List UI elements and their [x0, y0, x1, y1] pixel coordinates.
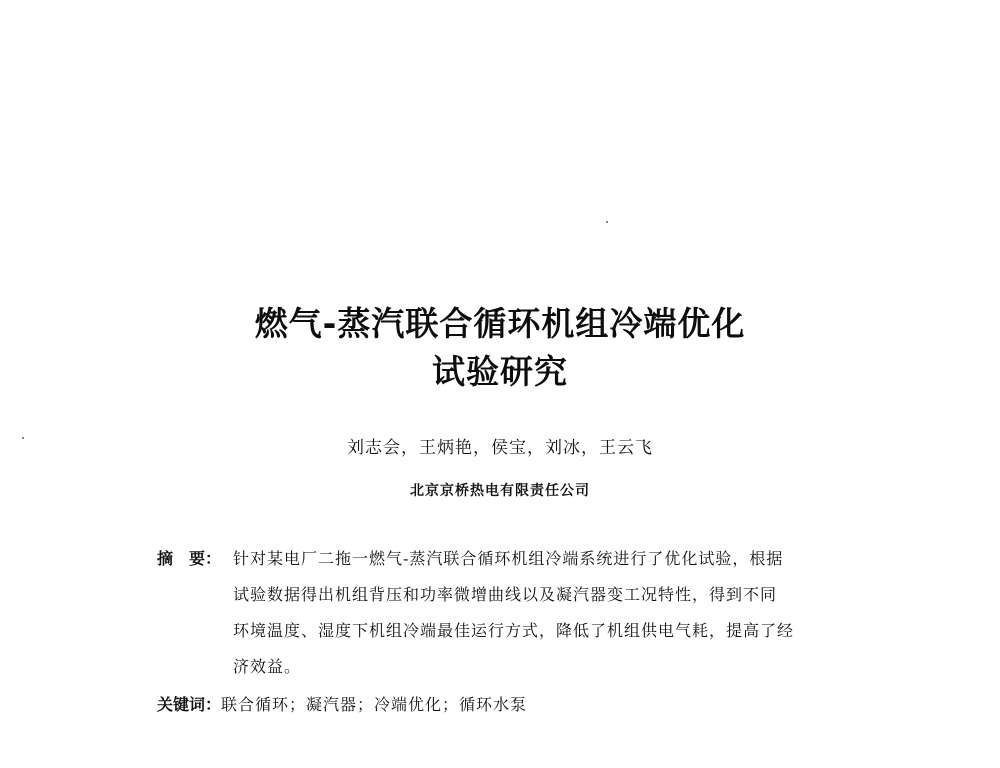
abstract	[157, 544, 867, 688]
keywords-label: 关键词：	[157, 695, 222, 714]
abstract-line	[157, 544, 867, 580]
abstract-line	[157, 580, 867, 616]
abstract-text-line: 针对某电厂二拖一燃气-蒸汽联合循环机组冷端系统进行了优化试验，根据	[233, 549, 784, 568]
keywords-text: 联合循环；凝汽器；冷端优化；循环水泵	[221, 695, 528, 714]
abstract-text-line: 试验数据得出机组背压和功率微增曲线以及凝汽器变工况特性，得到不同	[233, 585, 778, 604]
paper-title-line2: 试验研究	[432, 352, 568, 391]
abstract-text-line: 环境温度、湿度下机组冷端最佳运行方式，降低了机组供电气耗，提高了经	[233, 621, 795, 640]
scan-speck	[606, 221, 608, 223]
abstract-label: 摘 要：	[157, 549, 222, 568]
keywords	[157, 690, 527, 720]
authors: 刘志会，王炳艳，侯宝，刘冰，王云飞	[347, 438, 653, 458]
abstract-line	[157, 652, 867, 688]
paper-title-line1: 燃气-蒸汽联合循环机组冷端优化	[254, 304, 746, 343]
abstract-line	[157, 616, 867, 652]
affiliation: 北京京桥热电有限责任公司	[410, 483, 590, 499]
abstract-text-line: 济效益。	[233, 657, 302, 676]
